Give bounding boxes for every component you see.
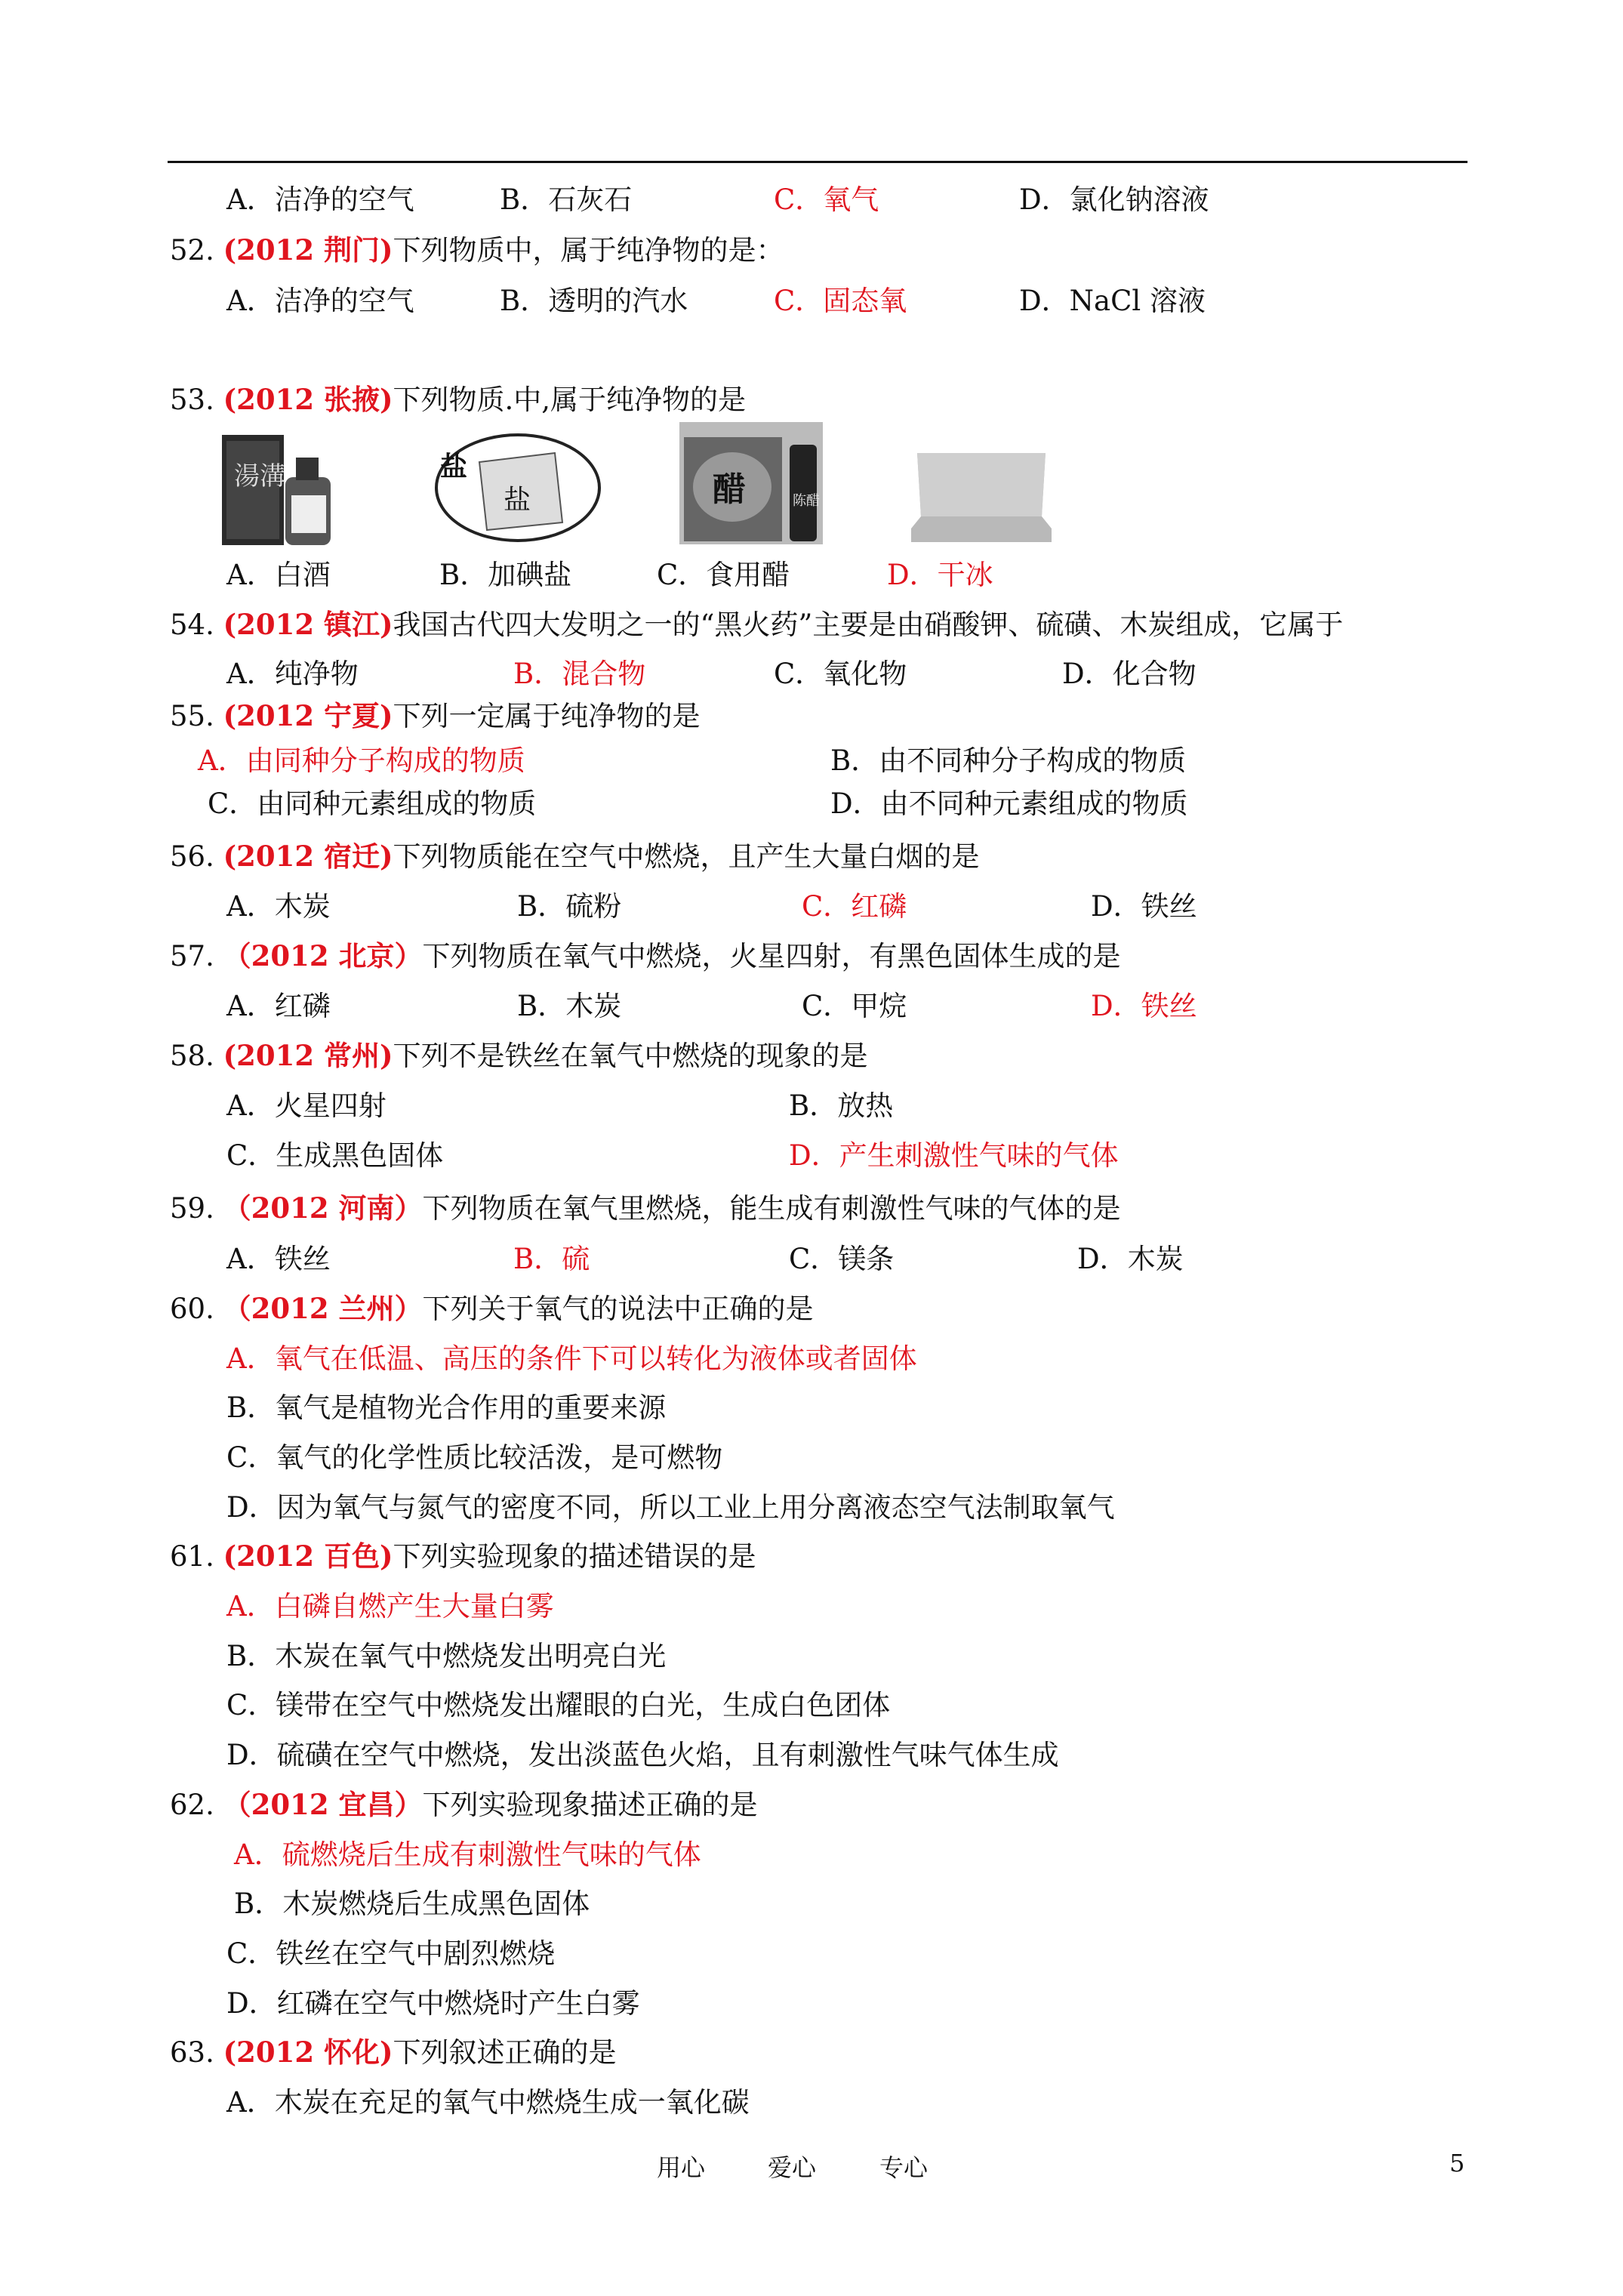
question-number: 63. — [170, 2036, 214, 2069]
question-stem: 下列实验现象描述正确的是 — [422, 1789, 758, 1821]
liquor-bottle-image — [222, 432, 335, 547]
option-c: C．由同种元素组成的物质 — [208, 787, 537, 820]
option-b: B．石灰石 — [500, 183, 633, 216]
dry-ice-image — [910, 453, 1053, 542]
liquor-box-label: 湯溝 — [234, 461, 285, 492]
question-stem: 我国古代四大发明之一的“黑火药”主要是由硝酸钾、硫磺、木炭组成，它属于 — [393, 609, 1344, 641]
question-source: （2012 宜昌） — [223, 1788, 423, 1821]
question-number: 60. — [170, 1293, 214, 1325]
salt-bag-text: 盐 — [504, 485, 531, 516]
option-b: B．硫粉 — [517, 890, 622, 923]
option-a: A．木炭在充足的氧气中燃烧生成一氧化碳 — [226, 2086, 750, 2119]
question-62 — [170, 1788, 758, 1821]
question-number: 59. — [170, 1192, 214, 1225]
answer-option-b: B．混合物 — [513, 658, 646, 690]
option-a: A．洁净的空气 — [226, 183, 414, 216]
question-number: 55. — [170, 700, 214, 732]
question-stem: 下列物质在氧气中燃烧，火星四射，有黑色固体生成的是 — [422, 940, 1121, 972]
header-rule — [168, 161, 1467, 163]
footer-text-right: 专心 — [879, 2153, 929, 2182]
answer-option-a: A．由同种分子构成的物质 — [198, 744, 525, 777]
question-source: （2012 河南） — [223, 1191, 423, 1225]
vinegar-image — [679, 422, 823, 544]
option-c: C．食用醋 — [657, 559, 790, 591]
question-stem: 下列一定属于纯净物的是 — [393, 700, 701, 732]
question-number: 58. — [170, 1040, 214, 1072]
question-stem: 下列物质能在空气中燃烧，且产生大量白烟的是 — [393, 840, 980, 873]
iodized-salt-image — [434, 432, 602, 544]
option-a: A．木炭 — [226, 890, 331, 923]
question-52 — [170, 233, 784, 267]
question-source: (2012 宁夏) — [223, 699, 393, 732]
question-53 — [170, 383, 747, 416]
option-a: A．白酒 — [226, 559, 331, 591]
option-d: D．硫磺在空气中燃烧，发出淡蓝色火焰，且有刺激性气味气体生成 — [226, 1739, 1059, 1771]
answer-option-a: A．氧气在低温、高压的条件下可以转化为液体或者固体 — [226, 1342, 917, 1375]
answer-option-d: D．铁丝 — [1091, 990, 1197, 1022]
option-d: D．因为氧气与氮气的密度不同，所以工业上用分离液态空气法制取氧气 — [226, 1491, 1115, 1524]
question-stem: 下列物质.中,属于纯净物的是 — [393, 384, 747, 416]
answer-option-c: C．固态氧 — [774, 285, 907, 317]
question-source: (2012 镇江) — [223, 608, 393, 641]
option-a: A．火星四射 — [226, 1089, 387, 1122]
option-d: D．红磷在空气中燃烧时产生白雾 — [226, 1987, 640, 2020]
option-a: A．红磷 — [226, 990, 331, 1022]
option-c: C．氧化物 — [774, 658, 907, 690]
question-59 — [170, 1191, 1121, 1225]
question-58 — [170, 1039, 868, 1072]
question-number: 57. — [170, 940, 214, 972]
question-number: 53. — [170, 384, 214, 416]
footer-text-mid: 爱心 — [768, 2153, 817, 2182]
option-d: D．由不同种元素组成的物质 — [830, 787, 1188, 820]
page-number: 5 — [1449, 2149, 1465, 2177]
question-56 — [170, 840, 980, 873]
option-d: D．木炭 — [1077, 1243, 1184, 1275]
option-d: D．铁丝 — [1091, 890, 1197, 923]
option-b: B．由不同种分子构成的物质 — [830, 744, 1187, 777]
answer-option-b: B．硫 — [513, 1243, 590, 1275]
question-source: （2012 兰州） — [223, 1292, 423, 1325]
answer-option-d: D．干冰 — [887, 559, 993, 591]
option-a: A．洁净的空气 — [226, 285, 414, 317]
question-number: 52. — [170, 234, 214, 267]
option-b: B．透明的汽水 — [500, 285, 688, 317]
question-63 — [170, 2036, 617, 2069]
question-57 — [170, 939, 1121, 972]
question-60 — [170, 1292, 814, 1325]
option-c: C．氧气的化学性质比较活泼，是可燃物 — [226, 1441, 723, 1474]
option-b: B．木炭 — [517, 990, 622, 1022]
question-61 — [170, 1539, 756, 1573]
answer-option-a: A．白磷自燃产生大量白雾 — [226, 1590, 554, 1623]
option-b: B．氧气是植物光合作用的重要来源 — [226, 1391, 667, 1424]
answer-option-a: A．硫燃烧后生成有刺激性气味的气体 — [234, 1838, 701, 1871]
vinegar-box-label: 醋 — [713, 470, 746, 509]
question-55 — [170, 699, 701, 732]
question-source: （2012 北京） — [223, 939, 423, 972]
question-number: 61. — [170, 1540, 214, 1573]
question-source: (2012 常州) — [223, 1039, 393, 1072]
option-d: D．化合物 — [1062, 658, 1196, 690]
question-stem: 下列物质在氧气里燃烧，能生成有刺激性气味的气体的是 — [422, 1192, 1121, 1225]
option-c: C．甲烷 — [802, 990, 907, 1022]
option-b: B．木炭在氧气中燃烧发出明亮白光 — [226, 1640, 667, 1672]
question-number: 62. — [170, 1789, 214, 1821]
question-source: (2012 荆门) — [223, 233, 393, 267]
option-b: B．加碘盐 — [439, 559, 572, 591]
answer-option-d: D．产生刺激性气味的气体 — [789, 1139, 1119, 1172]
option-d: D．NaCl 溶液 — [1019, 285, 1206, 317]
option-c: C．铁丝在空气中剧烈燃烧 — [226, 1937, 556, 1970]
option-c: C．镁条 — [789, 1243, 895, 1275]
question-stem: 下列不是铁丝在氧气中燃烧的现象的是 — [393, 1040, 868, 1072]
option-b: B．木炭燃烧后生成黑色固体 — [234, 1888, 590, 1920]
question-54 — [170, 608, 1344, 641]
option-d: D．氯化钠溶液 — [1019, 183, 1209, 216]
question-source: (2012 百色) — [223, 1539, 393, 1573]
question-stem: 下列叙述正确的是 — [393, 2036, 617, 2069]
question-number: 54. — [170, 609, 214, 641]
question-source: (2012 张掖) — [223, 383, 393, 416]
question-stem: 下列物质中，属于纯净物的是： — [393, 234, 784, 267]
option-a: A．纯净物 — [226, 658, 359, 690]
footer-text-left: 用心 — [657, 2153, 706, 2182]
salt-logo-text: 盐 — [440, 451, 468, 482]
question-number: 56. — [170, 840, 214, 873]
option-c: C．生成黑色固体 — [226, 1139, 444, 1172]
option-c: C．镁带在空气中燃烧发出耀眼的白光，生成白色团体 — [226, 1689, 891, 1721]
answer-option-c: C．氧气 — [774, 183, 879, 216]
question-source: (2012 怀化) — [223, 2036, 393, 2069]
vinegar-bottle-label: 陈醋 — [793, 493, 820, 509]
question-stem: 下列实验现象的描述错误的是 — [393, 1540, 756, 1573]
answer-option-c: C．红磷 — [802, 890, 907, 923]
question-stem: 下列关于氧气的说法中正确的是 — [422, 1293, 814, 1325]
option-b: B．放热 — [789, 1089, 894, 1122]
question-source: (2012 宿迁) — [223, 840, 393, 873]
option-a: A．铁丝 — [226, 1243, 331, 1275]
